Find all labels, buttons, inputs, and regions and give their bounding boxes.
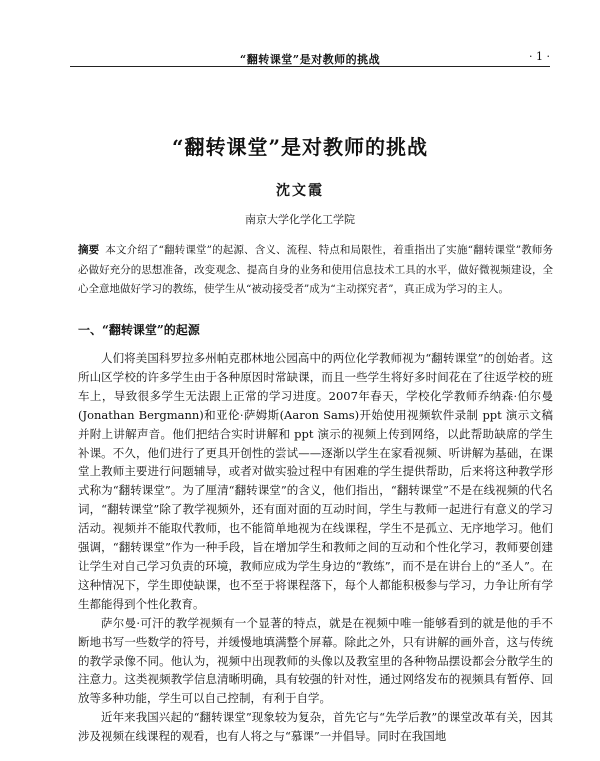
body-paragraph: 萨尔曼·可汗的教学视频有一个显著的特点，就是在视频中唯一能够看到的就是他的手不断地书写一些数学的符号，并缓慢地填满整个屏幕。除此之外，只有讲解的画外音，这与传统的教学录像不同。他认为，视频中出现教师的头像以及教室里的各种物品摆设都会分散学生的注意力。这类视频教学信息清晰明确，具有较强的针对性，通过网络发布的视频具有暂停、回放等多种功能，学生可以自己控制，有利于自学。 bbox=[78, 615, 553, 706]
running-header bbox=[70, 48, 550, 67]
section-body bbox=[78, 349, 553, 746]
abstract-text: 本文介绍了“翻转课堂”的起源、含义、流程、特点和局限性，着重指出了实施“翻转课堂”教师务必做好充分的思想准备，改变观念、提高自身的业务和使用信息技术工具的水平，做好微视频建设，全心全意地做好学习的教练，使学生从“被动接受者”成为“主动探究者”，真正成为学习的主人。 bbox=[78, 244, 553, 295]
abstract bbox=[78, 241, 553, 300]
body-paragraph: 人们将美国科罗拉多州帕克郡林地公园高中的两位化学教师视为“翻转课堂”的创始者。这所山区学校的许多学生由于各种原因时常缺课，而且一些学生将好多时间花在了往返学校的班车上，导致很多学生无法跟上正常的学习进度。2007年春天，学校化学教师乔纳森·伯尔曼(Jonathan Bergmann)和亚伦·萨姆斯(Aaron Sams)开始使用视频软件录制 ppt 演示文稿并附上讲解声音。他们把结合实时讲解和 ppt 演示的视频上传到网络，以此帮助缺席的学生补课。不久，他们进行了更具开创性的尝试——逐渐以学生在家看视频、听讲解为基础，在课堂上教师主要进行问题辅导，或者对做实验过程中有困难的学生提供帮助，后来将这种教学形式称为“翻转课堂”。为了厘清“翻转课堂”的含义，他们指出，“翻转课堂”不是在线视频的代名词，“翻转课堂”除了教学视频外，还有面对面的互动时间，学生与教师一起进行有意义的学习活动。视频并不能取代教师，也不能简单地视为在线课程，学生不是孤立、无序地学习。他们强调，“翻转课堂”作为一种手段，旨在增加学生和教师之间的互动和个性化学习，教师要创建让学生对自己学习负责的环境，教师应成为学生身边的“教练”，而不是在讲台上的“圣人”。在这种情况下，学生即使缺课，也不至于将课程落下，每个人都能积极参与学习，力争让所有学生都能得到个性化教育。 bbox=[78, 351, 553, 611]
section-heading: 一、“翻转课堂”的起源 bbox=[78, 323, 200, 337]
article-title: “翻转课堂”是对教师的挑战 bbox=[171, 135, 428, 159]
body-paragraph: 近年来我国兴起的“翻转课堂”现象较为复杂，首先它与“先学后教”的课堂改革有关，因其涉及视频在线课程的观看，也有人将之与“慕课”一并倡导。同时在我国地 bbox=[78, 710, 553, 744]
page-number: · 1 · bbox=[529, 50, 550, 63]
author-name: 沈文霞 bbox=[276, 183, 324, 199]
abstract-label: 摘要 bbox=[78, 244, 100, 256]
author-affiliation: 南京大学化学化工学院 bbox=[245, 213, 355, 226]
running-title: “翻转课堂”是对教师的挑战 bbox=[239, 53, 381, 66]
